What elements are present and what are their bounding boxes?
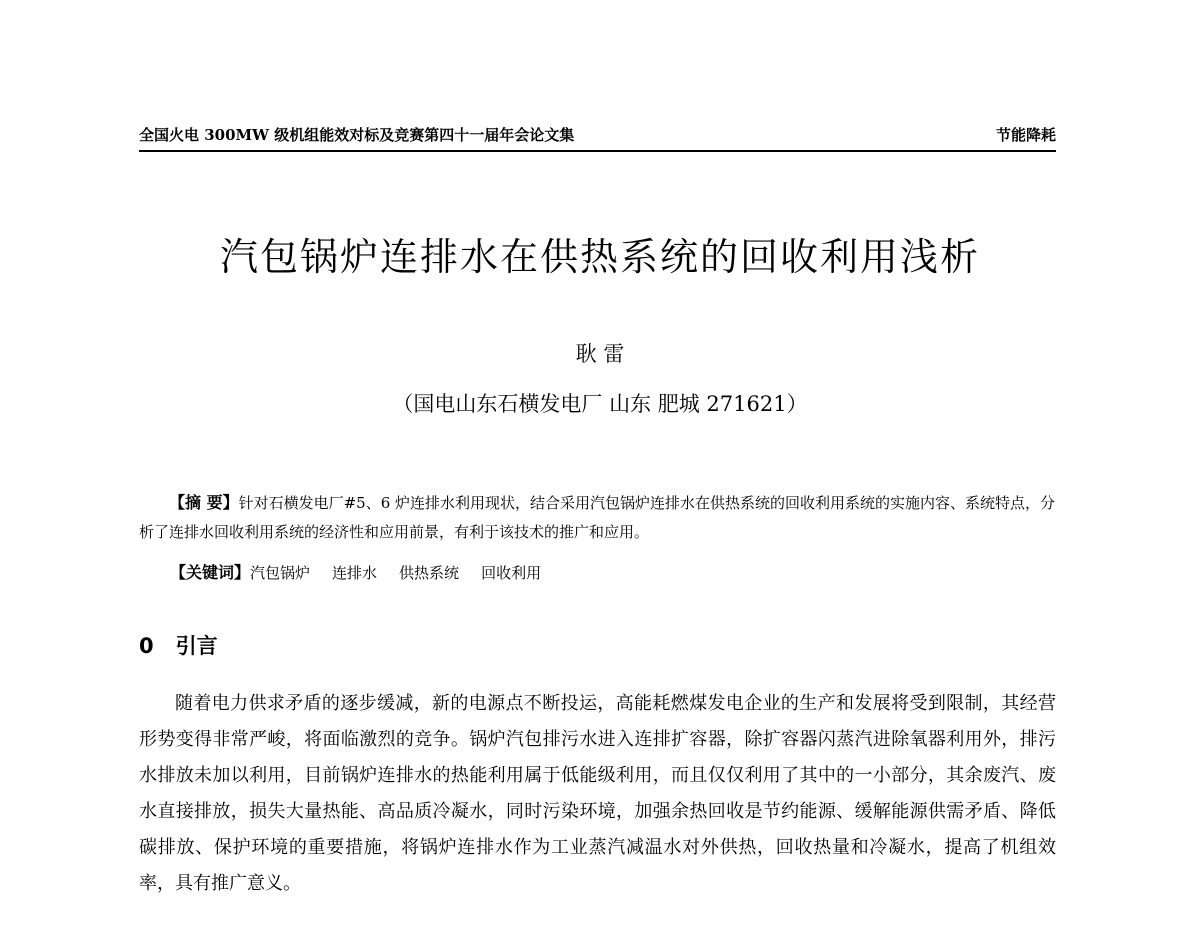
keywords-label: 【关键词】 xyxy=(170,563,251,582)
section-heading xyxy=(139,630,218,660)
keyword: 汽包锅炉 xyxy=(250,564,311,582)
paper-title: 汽包锅炉连排水在供热系统的回收利用浅析 xyxy=(219,235,980,279)
keyword: 供热系统 xyxy=(399,564,460,582)
section-title: 引言 xyxy=(175,634,218,658)
abstract xyxy=(139,488,1056,547)
keywords xyxy=(170,560,1056,586)
running-header xyxy=(139,122,1056,152)
section-category: 节能降耗 xyxy=(995,126,1056,144)
paragraph: 随着电力供求矛盾的逐步缓减，新的电源点不断投运，高能耗燃煤发电企业的生产和发展将受到限制，其经营形势变得非常严峻，将面临激烈的竞争。锅炉汽包排污水进入连排扩容器，除扩容器闪蒸汽进除氧器利用外，排污水排放未加以利用，目前锅炉连排水的热能利用属于低能级利用，而且仅仅利用了其中的一小部分，其余废汽、废水直接排放，损失大量热能、高品质冷凝水，同时污染环境，加强余热回收是节约能源、缓解能源供需矛盾、降低碳排放、保护环境的重要措施，将锅炉连排水作为工业蒸汽减温水对外供热，回收热量和冷凝水，提高了机组效率，具有推广意义。 xyxy=(139,693,1056,894)
body-text xyxy=(139,686,1056,902)
abstract-label: 【摘 要】 xyxy=(169,493,239,512)
section-number: 0 xyxy=(139,634,154,658)
author-affiliation: （国电山东石横发电厂 山东 肥城 271621） xyxy=(392,392,808,416)
author-name: 耿 雷 xyxy=(575,342,625,366)
keyword: 连排水 xyxy=(332,564,378,582)
abstract-text: 针对石横发电厂#5、6 炉连排水利用现状，结合采用汽包锅炉连排水在供热系统的回收利用系统的实施内容、系统特点，分析了连排水回收利用系统的经济性和应用前景，有利于该技术的推广和应用。 xyxy=(139,494,1056,541)
keyword: 回收利用 xyxy=(481,564,542,582)
conference-title: 全国火电 300MW 级机组能效对标及竞赛第四十一届年会论文集 xyxy=(139,126,575,144)
